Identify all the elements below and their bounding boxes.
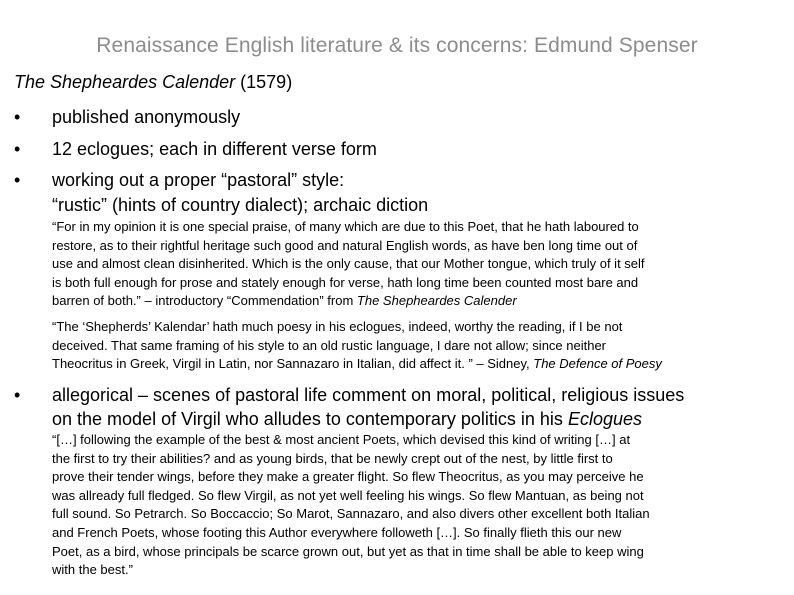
quote-source: The Shepheardes Calender	[356, 293, 517, 309]
bullet-marker: •	[14, 139, 21, 159]
work-title: The Shepheardes Calender	[14, 72, 236, 92]
slide-title: Renaissance English literature & its concerns: Edmund Spenser	[96, 34, 698, 57]
quote-line: full sound. So Petrarch. So Boccaccio; So Marot, Sannazaro, and also divers other excellent both Italian	[52, 506, 650, 522]
bullet-text: published anonymously	[52, 107, 241, 127]
quote-line: was allready full fledged. So flew Virgil, as not yet well feeling his wings. So flew Mantuan, as being not	[52, 487, 644, 503]
bullet-marker: •	[14, 170, 21, 190]
sidney-quote	[52, 318, 782, 374]
quote-line: “For in my opinion it is one special praise, of many which are due to this Poet, that he hath laboured to	[52, 219, 639, 234]
quote-line	[52, 355, 782, 374]
quote-attribution: barren of both.” – introductory “Commendation” from	[52, 293, 357, 309]
quote-line: and French Poets, whose footing this Author everywhere followeth […]. So finally flieth this our new	[52, 524, 622, 540]
quote-line	[52, 292, 782, 311]
quote-line: prove their tender wings, before they make a greater flight. So flew Theocritus, as you may perceive he	[52, 469, 644, 485]
quote-line: is both full enough for prose and stately enough for verse, hath long time been counted most bare and	[52, 274, 639, 290]
quote-line: deceived. That same framing of his style to an old rustic language, I dare not allow; since neither	[52, 337, 607, 353]
bullet-continuation: “rustic” (hints of country dialect); archaic diction	[52, 195, 429, 215]
quote-source: The Defence of Poesy	[533, 356, 662, 372]
work-year: (1579)	[235, 72, 293, 92]
quote-line: restore, as to their rightful heritage such good and natural English words, as have ben long time out of	[52, 237, 638, 253]
bullet-text: 12 eclogues; each in different verse form	[52, 139, 377, 159]
bullet-continuation: on the model of Virgil who alludes to contemporary politics in his Eclogues	[52, 409, 642, 429]
work-heading	[14, 72, 292, 93]
quote-line: Poet, as a bird, whose principals be scarce grown out, but yet as that in time shall be able to keep wing	[52, 543, 644, 559]
bullet-item	[14, 168, 344, 192]
bullet-item	[14, 137, 377, 161]
eclogues-title: Eclogues	[567, 409, 642, 429]
eclogue-quote	[52, 431, 782, 580]
quote-line: “The ‘Shepherds’ Kalendar’ hath much poesy in his eclogues, indeed, worthy the reading, if I be not	[52, 319, 623, 334]
quote-line: the first to try their abilities? and as young birds, that be newly crept out of the nest, by little first to	[52, 450, 613, 466]
bullet-item	[14, 383, 684, 407]
quote-line: use and almost clean disinherited. Which is the only cause, that our Mother tongue, which truly of it self	[52, 256, 645, 272]
bullet-text: allegorical – scenes of pastoral life comment on moral, political, religious issues	[52, 385, 685, 405]
bullet-marker: •	[14, 385, 21, 405]
quote-line: “[…] following the example of the best & most ancient Poets, which devised this kind of writing […] at	[52, 432, 631, 447]
quote-attribution: Theocritus in Greek, Virgil in Latin, nor Sannazaro in Italian, did affect it. ” – Sidney,	[52, 356, 534, 372]
quote-line: with the best.”	[52, 562, 133, 578]
commendation-quote	[52, 218, 782, 311]
bullet-item	[14, 105, 240, 129]
bullet-text: working out a proper “pastoral” style:	[52, 170, 345, 190]
bullet-marker: •	[14, 107, 21, 127]
